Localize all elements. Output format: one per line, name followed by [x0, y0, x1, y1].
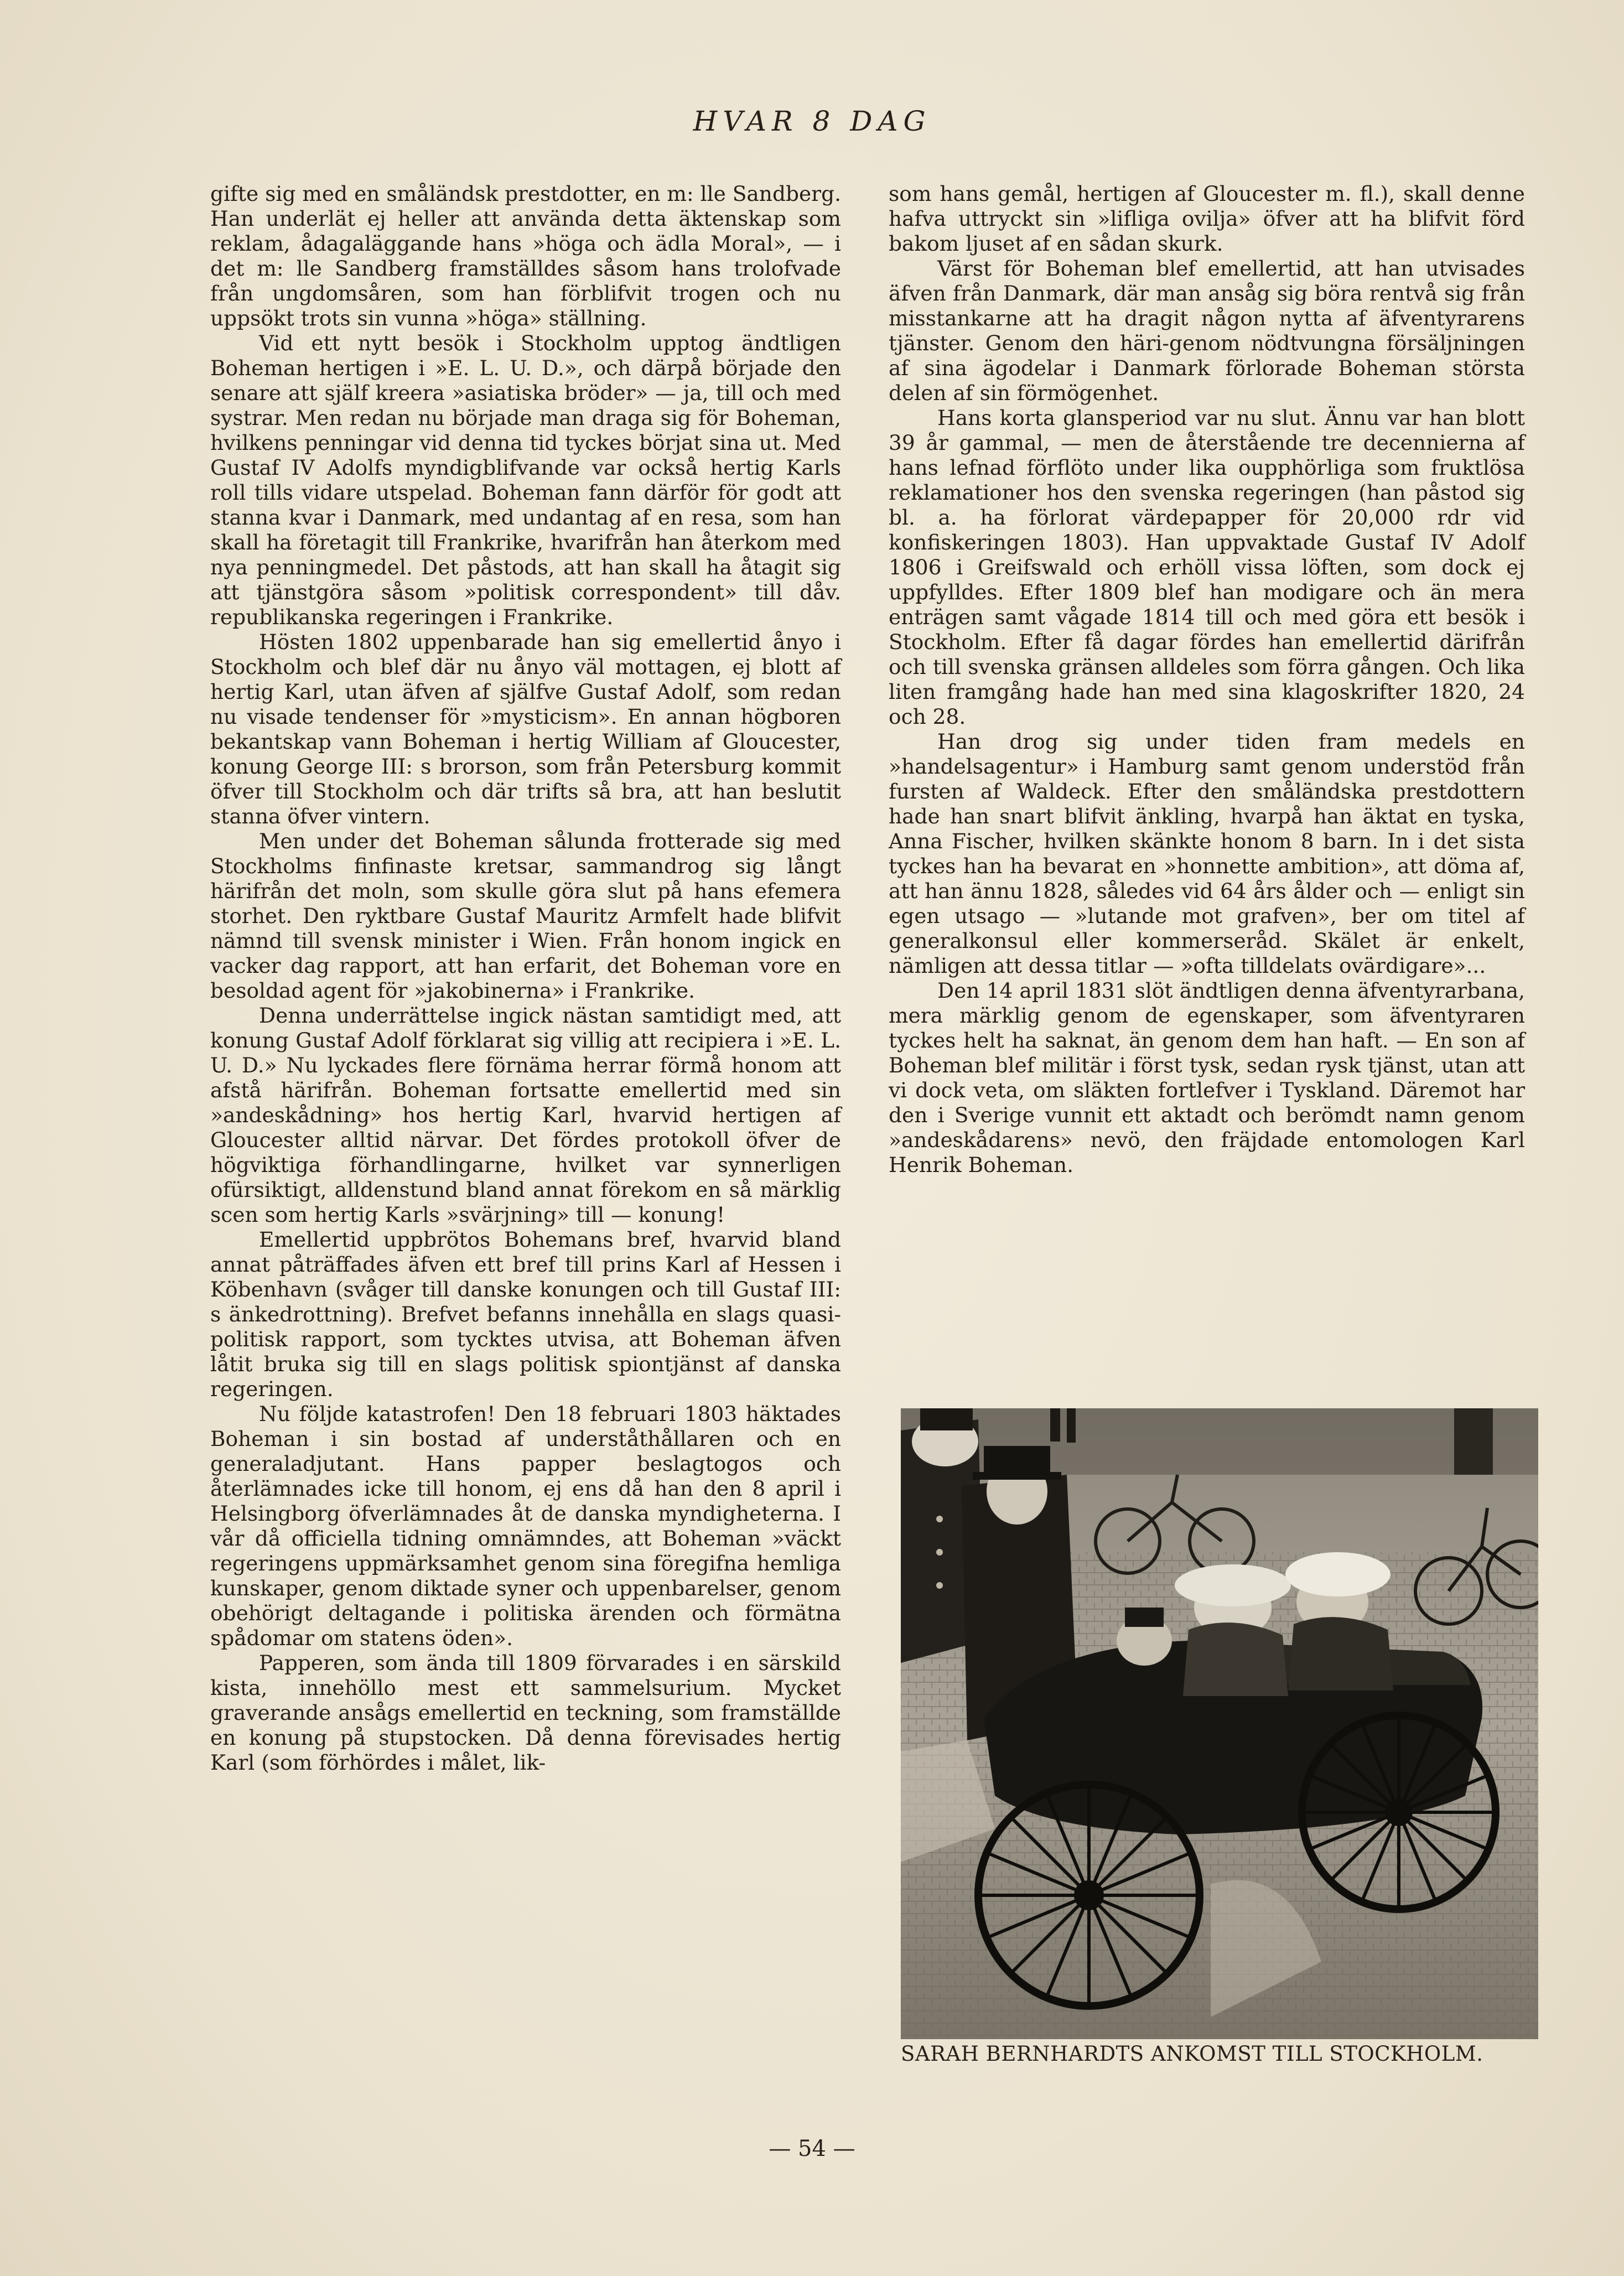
- paragraph: Vid ett nytt besök i Stockholm upptog ändtligen Boheman hertigen i »E. L. U. D.», och därpå började den senare att själf kreera »asiatiska bröder» — ja, till och med systrar. Men redan nu började man draga sig för Boheman, hvilkens penningar vid denna tid tyckes börjat sina ut. Med Gustaf IV Adolfs myndigblifvande var också hertig Karls roll tills vidare utspelad. Boheman fann därför för godt att stanna kvar i Danmark, med undantag af en resa, som han skall ha företagit till Frankrike, hvarifrån han återkom med nya penningmedel. Det påstods, att han skall ha åtagit sig att tjänstgöra såsom »politisk correspondent» till dåv. republikanska regeringen i Frankrike.: [210, 331, 841, 629]
- right-column: [889, 182, 1525, 1178]
- paragraph: som hans gemål, hertigen af Gloucester m. fl.), skall denne hafva uttryckt sin »lifliga ovilja» öfver att ha blifvit förd bakom ljuset af en sådan skurk.: [889, 182, 1525, 256]
- paragraph: Nu följde katastrofen! Den 18 februari 1803 häktades Boheman i sin bostad af underståthållaren och en generaladjutant. Hans papper beslagtogos och återlämnades icke till honom, ej ens då han den 8 april i Helsingborg öfverlämnades åt de danska myndigheterna. I vår då officiella tidning omnämndes, att Boheman »väckt regeringens uppmärksamhet genom sina föregifna hemliga kunskaper, genom diktade syner och uppenbarelser, genom obehörigt deltagande i politiska ärenden och förmätna spådomar om statens öden».: [210, 1402, 841, 1650]
- paragraph: Värst för Boheman blef emellertid, att han utvisades äfven från Danmark, där man ansåg sig böra rentvå sig från misstankarne att ha dragit någon nytta af äfventyrarens tjänster. Genom den häri-genom nödtvungna försäljningen af sina ägodelar i Danmark förlorade Boheman största delen af sin förmögenhet.: [889, 256, 1525, 405]
- paragraph: Hans korta glansperiod var nu slut. Ännu var han blott 39 år gammal, — men de återstående tre decennierna af hans lefnad förflöto under lika oupphörliga som fruktlösa reklamationer hos den svenska regeringen (han påstod sig bl. a. ha förlorat värdepapper för 20,000 rdr vid konfiskeringen 1803). Han uppvaktade Gustaf IV Adolf 1806 i Greifswald och erhöll vissa löften, som dock ej uppfylldes. Efter 1809 blef han modigare och än mera enträgen samt vågade 1814 till och med göra ett besök i Stockholm. Efter få dagar fördes han emellertid därifrån och till svenska gränsen alldeles som förra gången. Och lika liten framgång hade han med sina klagoskrifter 1820, 24 och 28.: [889, 406, 1525, 729]
- page-number: — 54 —: [769, 2136, 855, 2161]
- paragraph: Denna underrättelse ingick nästan samtidigt med, att konung Gustaf Adolf förklarat sig villig att recipiera i »E. L. U. D.» Nu lyckades flere förnäma herrar förmå honom att afstå härifrån. Boheman fortsatte emellertid med sin »andeskådning» hos hertig Karl, hvarvid hertigen af Gloucester alltid närvar. Det fördes protokoll öfver de högviktiga förhandlingarne, hvilket var synnerligen ofürsiktigt, alldenstund bland annat förekom en så märklig scen som hertig Karls »svärjning» till — konung!: [210, 1003, 841, 1227]
- paragraph: Papperen, som ända till 1809 förvarades i en särskild kista, innehöllo mest ett sammelsurium. Mycket graverande ansågs emellertid en teckning, som framställde en konung på stupstocken. Då denna förevisades hertig Karl (som förhördes i målet, lik-: [210, 1651, 841, 1775]
- paragraph: Emellertid uppbrötos Bohemans bref, hvarvid bland annat påträffades äfven ett bref till prins Karl af Hessen i Köbenhavn (svåger till danske konungen och till Gustaf III: s änkedrottning). Brefvet befanns innehålla en slags quasi-politisk rapport, som tycktes utvisa, att Boheman äfven låtit bruka sig till en slags politisk spiontjänst af danska regeringen.: [210, 1227, 841, 1401]
- paragraph: gifte sig med en småländsk prestdotter, en m: lle Sandberg. Han underlät ej heller att använda detta äktenskap som reklam, ådagaläggande hans »höga och ädla Moral», — i det m: lle Sandberg framställdes såsom hans trolofvade från ungdomsåren, som han förblifvit trogen och nu uppsökt trots sin vunna »höga» ställning.: [210, 182, 841, 330]
- photo-caption: SARAH BERNHARDTS ANKOMST TILL STOCKHOLM.: [901, 2042, 1483, 2066]
- paragraph: Men under det Boheman sålunda frotterade sig med Stockholms finfinaste kretsar, sammandrog sig långt härifrån det moln, som skulle göra slut på hans efemera storhet. Den ryktbare Gustaf Mauritz Armfelt hade blifvit nämnd till svensk minister i Wien. Från honom ingick en vacker dag rapport, att han erfarit, det Boheman vore en besoldad agent för »jakobinerna» i Frankrike.: [210, 829, 841, 1003]
- left-column: [210, 182, 841, 1775]
- paragraph: Hösten 1802 uppenbarade han sig emellertid ånyo i Stockholm och blef där nu ånyo väl mottagen, ej blott af hertig Karl, utan äfven af själfve Gustaf Adolf, som redan nu visade tendenser för »mysticism». En annan högboren bekantskap vann Boheman i hertig William af Gloucester, konung George III: s brorson, som från Petersburg kommit öfver till Stockholm och där trifts så bra, att han beslutit stanna öfver vintern.: [210, 630, 841, 828]
- paragraph: Han drog sig under tiden fram medels en »handelsagentur» i Hamburg samt genom understöd från fursten af Waldeck. Efter den småländska prestdottern hade han snart blifvit änkling, hvarpå han äktat en tyska, Anna Fischer, hvilken skänkte honom 8 barn. In i det sista tyckes han ha bevarat en »honnette ambition», att döma af, att han ännu 1828, således vid 64 års ålder och — enligt sin egen utsago — »lutande mot grafven», ber om titel af generalkonsul eller kommerseråd. Skälet är enkelt, nämligen att dessa titlar — »ofta tilldelats ovärdigare»...: [889, 729, 1525, 978]
- page-header: HVAR 8 DAG: [693, 105, 931, 137]
- carriage-photo: [901, 1408, 1538, 2039]
- paragraph: Den 14 april 1831 slöt ändtligen denna äfventyrarbana, mera märklig genom de egenskaper, som äfventyraren tyckes helt ha saknat, än genom dem han haft. — En son af Boheman blef militär i först tysk, sedan rysk tjänst, utan att vi dock veta, om släkten fortlefver i Tyskland. Däremot har den i Sverige vunnit ett aktadt och berömdt namn genom »andeskådarens» nevö, den fräjdade entomologen Karl Henrik Boheman.: [889, 978, 1525, 1177]
